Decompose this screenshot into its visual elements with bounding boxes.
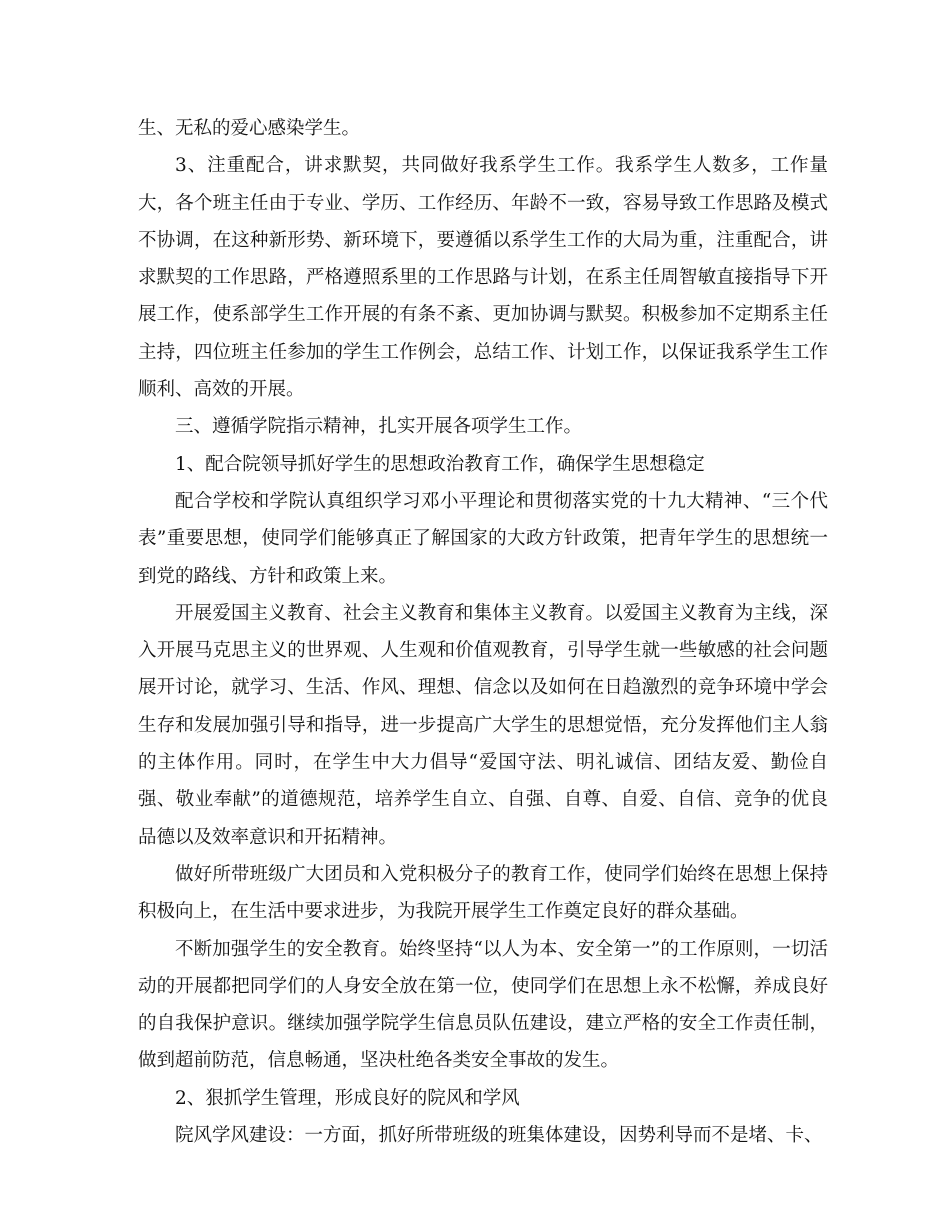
subsection-heading: 2、狠抓学生管理，形成良好的院风和学风 bbox=[175, 1087, 520, 1109]
paragraph: 开展爱国主义教育、社会主义教育和集体主义教育。以爱国主义教育为主线，深入开展马克思主义的世界观、人生观和价值观教育，引导学生就一些敏感的社会问题展开讨论，就学习、生活、作风、理想、信念以及如何在日趋激烈的竞争环境中学会生存和发展加强引导和指导，进一步提高广大学生的思想觉悟，充分发挥他们主人翁的主体作用。同时，在学生中大力倡导“爱国守法、明礼诚信、团结友爱、勤俭自强、敬业奉献”的道德规范，培养学生自立、自强、自尊、自爱、自信、竞争的优良品德以及效率意识和开拓精神。 bbox=[138, 602, 828, 848]
paragraph: 院风学风建设：一方面，抓好所带班级的班集体建设，因势利导而不是堵、卡、 bbox=[175, 1125, 823, 1147]
document-body bbox=[138, 110, 828, 1154]
subsection-heading: 1、配合院领导抓好学生的思想政治教育工作，确保学生思想稳定 bbox=[175, 453, 705, 475]
paragraph: 3、注重配合，讲求默契，共同做好我系学生工作。我系学生人数多，工作量大，各个班主任由于专业、学历、工作经历、年龄不一致，容易导致工作思路及模式不协调，在这种新形势、新环境下，要遵循以系学生工作的大局为重，注重配合，讲求默契的工作思路，严格遵照系里的工作思路与计划，在系主任周智敏直接指导下开展工作，使系部学生工作开展的有条不紊、更加协调与默契。积极参加不定期系主任主持，四位班主任参加的学生工作例会，总结工作、计划工作，以保证我系学生工作顺利、高效的开展。 bbox=[138, 155, 828, 401]
paragraph: 生、无私的爱心感染学生。 bbox=[138, 118, 361, 139]
paragraph: 不断加强学生的安全教育。始终坚持“以人为本、安全第一”的工作原则，一切活动的开展都把同学们的人身安全放在第一位，使同学们在思想上永不松懈，养成良好的自我保护意识。继续加强学院学生信息员队伍建设，建立严格的安全工作责任制，做到超前防范，信息畅通，坚决杜绝各类安全事故的发生。 bbox=[138, 938, 828, 1072]
section-heading: 三、遵循学院指示精神，扎实开展各项学生工作。 bbox=[175, 416, 583, 438]
paragraph: 做好所带班级广大团员和入党积极分子的教育工作，使同学们始终在思想上保持积极向上，在生活中要求进步，为我院开展学生工作奠定良好的群众基础。 bbox=[138, 863, 828, 923]
paragraph: 配合学校和学院认真组织学习邓小平理论和贯彻落实党的十九大精神、“三个代表”重要思想，使同学们能够真正了解国家的大政方针政策，把青年学生的思想统一到党的路线、方针和政策上来。 bbox=[138, 490, 828, 587]
